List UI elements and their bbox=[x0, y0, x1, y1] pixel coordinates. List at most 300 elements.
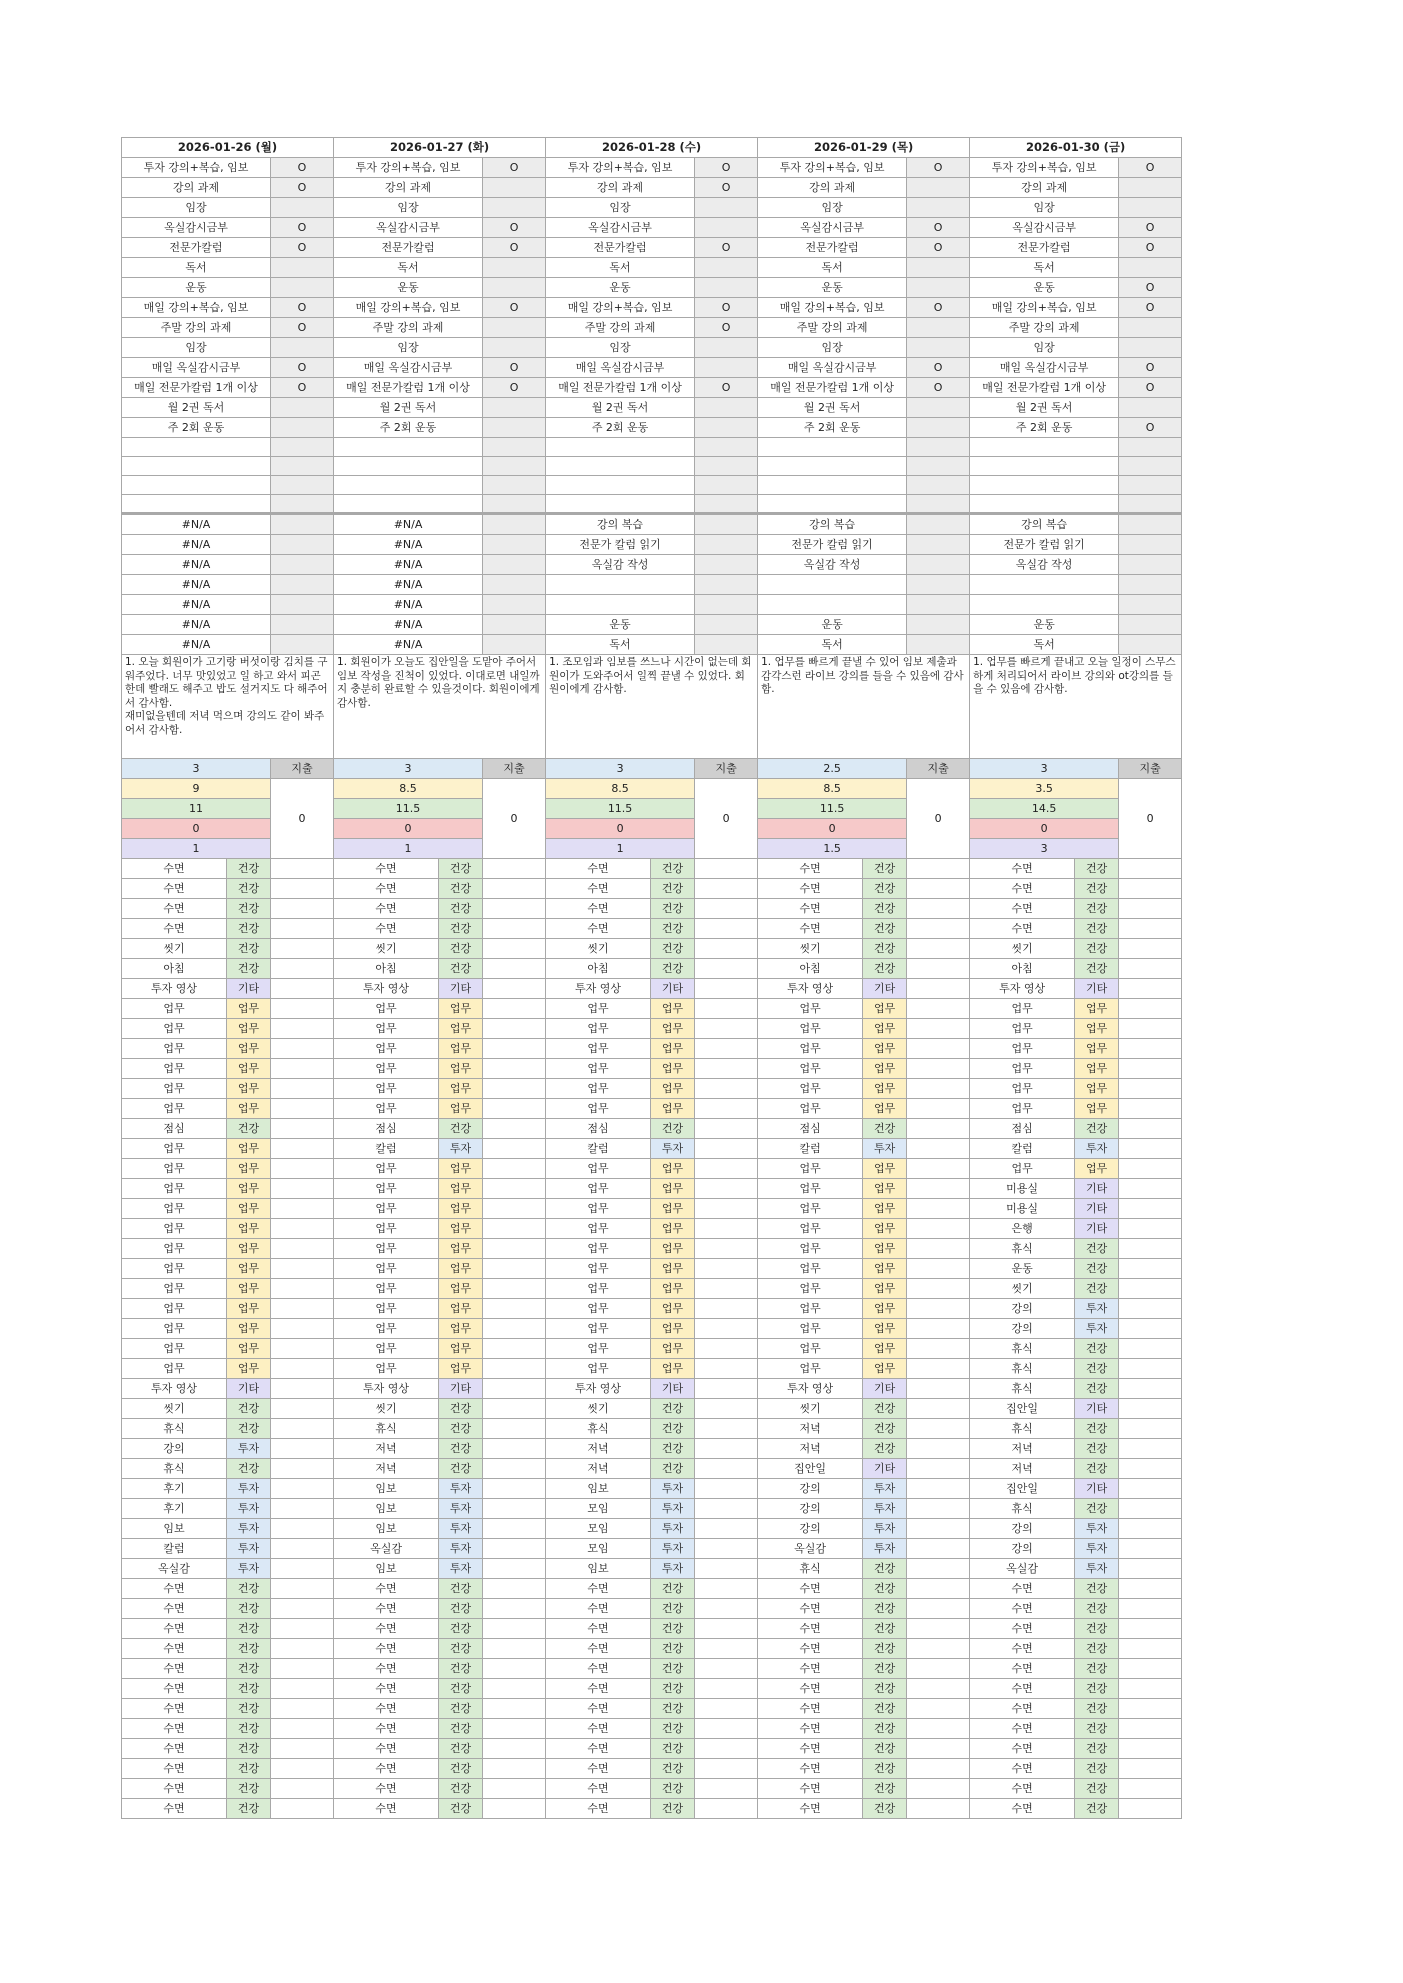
schedule-extra[interactable] bbox=[271, 1059, 334, 1079]
schedule-category[interactable]: 건강 bbox=[651, 919, 695, 939]
schedule-extra[interactable] bbox=[695, 1519, 758, 1539]
schedule-activity[interactable]: 수면 bbox=[546, 1679, 651, 1699]
checklist-mark[interactable] bbox=[1119, 198, 1182, 218]
plan-item[interactable]: #N/A bbox=[122, 514, 271, 535]
checklist-mark[interactable] bbox=[1119, 457, 1182, 476]
plan-mark[interactable] bbox=[483, 575, 546, 595]
schedule-category[interactable]: 업무 bbox=[227, 1239, 271, 1259]
schedule-extra[interactable] bbox=[695, 999, 758, 1019]
schedule-activity[interactable]: 임보 bbox=[546, 1479, 651, 1499]
plan-item[interactable] bbox=[546, 575, 695, 595]
schedule-activity[interactable]: 업무 bbox=[334, 999, 439, 1019]
schedule-category[interactable]: 건강 bbox=[651, 1739, 695, 1759]
schedule-category[interactable]: 건강 bbox=[1075, 1459, 1119, 1479]
schedule-activity[interactable]: 옥실감 bbox=[334, 1539, 439, 1559]
checklist-item[interactable]: 주말 강의 과제 bbox=[970, 318, 1119, 338]
checklist-item[interactable]: 주 2회 운동 bbox=[970, 418, 1119, 438]
plan-mark[interactable] bbox=[271, 615, 334, 635]
schedule-activity[interactable]: 강의 bbox=[970, 1299, 1075, 1319]
checklist-mark[interactable] bbox=[695, 495, 758, 514]
schedule-category[interactable]: 건강 bbox=[227, 1459, 271, 1479]
schedule-activity[interactable]: 업무 bbox=[122, 1259, 227, 1279]
schedule-category[interactable]: 건강 bbox=[651, 1699, 695, 1719]
schedule-activity[interactable]: 수면 bbox=[970, 1659, 1075, 1679]
stat-value-purple[interactable]: 1 bbox=[546, 839, 695, 859]
checklist-mark[interactable]: O bbox=[907, 298, 970, 318]
schedule-extra[interactable] bbox=[1119, 1179, 1182, 1199]
schedule-extra[interactable] bbox=[907, 859, 970, 879]
schedule-extra[interactable] bbox=[271, 1079, 334, 1099]
schedule-extra[interactable] bbox=[1119, 999, 1182, 1019]
schedule-activity[interactable]: 씻기 bbox=[970, 939, 1075, 959]
schedule-extra[interactable] bbox=[695, 1279, 758, 1299]
plan-item[interactable]: 강의 복습 bbox=[758, 514, 907, 535]
date-header[interactable]: 2026-01-28 (수) bbox=[546, 138, 758, 158]
plan-mark[interactable] bbox=[1119, 615, 1182, 635]
schedule-category[interactable]: 업무 bbox=[863, 1239, 907, 1259]
schedule-category[interactable]: 건강 bbox=[1075, 1359, 1119, 1379]
schedule-extra[interactable] bbox=[271, 1019, 334, 1039]
stat-value-red[interactable]: 0 bbox=[122, 819, 271, 839]
schedule-activity[interactable]: 수면 bbox=[758, 1699, 863, 1719]
schedule-category[interactable]: 투자 bbox=[227, 1519, 271, 1539]
schedule-category[interactable]: 업무 bbox=[439, 1039, 483, 1059]
schedule-extra[interactable] bbox=[483, 1539, 546, 1559]
schedule-activity[interactable]: 옥실감 bbox=[758, 1539, 863, 1559]
schedule-activity[interactable]: 수면 bbox=[334, 1679, 439, 1699]
schedule-activity[interactable]: 업무 bbox=[970, 1079, 1075, 1099]
schedule-extra[interactable] bbox=[695, 1559, 758, 1579]
schedule-extra[interactable] bbox=[271, 1519, 334, 1539]
schedule-extra[interactable] bbox=[271, 1039, 334, 1059]
schedule-category[interactable]: 건강 bbox=[227, 899, 271, 919]
schedule-category[interactable]: 업무 bbox=[863, 1319, 907, 1339]
schedule-extra[interactable] bbox=[1119, 1099, 1182, 1119]
plan-mark[interactable] bbox=[483, 595, 546, 615]
schedule-extra[interactable] bbox=[1119, 1679, 1182, 1699]
checklist-item[interactable] bbox=[546, 457, 695, 476]
checklist-mark[interactable] bbox=[907, 258, 970, 278]
schedule-extra[interactable] bbox=[907, 1579, 970, 1599]
schedule-category[interactable]: 건강 bbox=[439, 1659, 483, 1679]
checklist-item[interactable]: 전문가칼럼 bbox=[970, 238, 1119, 258]
schedule-extra[interactable] bbox=[271, 1359, 334, 1379]
checklist-item[interactable]: 전문가칼럼 bbox=[758, 238, 907, 258]
checklist-item[interactable] bbox=[334, 495, 483, 514]
schedule-extra[interactable] bbox=[271, 1459, 334, 1479]
schedule-extra[interactable] bbox=[1119, 1779, 1182, 1799]
schedule-category[interactable]: 투자 bbox=[863, 1499, 907, 1519]
schedule-extra[interactable] bbox=[271, 1479, 334, 1499]
schedule-extra[interactable] bbox=[483, 1239, 546, 1259]
checklist-item[interactable]: 운동 bbox=[334, 278, 483, 298]
schedule-extra[interactable] bbox=[695, 1659, 758, 1679]
schedule-category[interactable]: 업무 bbox=[439, 1299, 483, 1319]
schedule-activity[interactable]: 업무 bbox=[334, 1079, 439, 1099]
schedule-category[interactable]: 건강 bbox=[1075, 1239, 1119, 1259]
schedule-activity[interactable]: 강의 bbox=[758, 1479, 863, 1499]
schedule-extra[interactable] bbox=[1119, 1259, 1182, 1279]
schedule-category[interactable]: 건강 bbox=[863, 1619, 907, 1639]
schedule-activity[interactable]: 점심 bbox=[334, 1119, 439, 1139]
plan-mark[interactable] bbox=[907, 514, 970, 535]
schedule-category[interactable]: 투자 bbox=[1075, 1559, 1119, 1579]
schedule-extra[interactable] bbox=[483, 1439, 546, 1459]
plan-item[interactable]: #N/A bbox=[334, 535, 483, 555]
schedule-activity[interactable]: 업무 bbox=[546, 1159, 651, 1179]
schedule-activity[interactable]: 업무 bbox=[334, 1339, 439, 1359]
checklist-item[interactable]: 매일 강의+복습, 임보 bbox=[122, 298, 271, 318]
checklist-mark[interactable] bbox=[483, 258, 546, 278]
schedule-extra[interactable] bbox=[271, 1679, 334, 1699]
checklist-item[interactable]: 매일 전문가칼럼 1개 이상 bbox=[970, 378, 1119, 398]
schedule-category[interactable]: 업무 bbox=[439, 1239, 483, 1259]
schedule-extra[interactable] bbox=[271, 879, 334, 899]
schedule-activity[interactable]: 집안일 bbox=[758, 1459, 863, 1479]
schedule-activity[interactable]: 업무 bbox=[758, 1019, 863, 1039]
schedule-activity[interactable]: 업무 bbox=[546, 999, 651, 1019]
schedule-extra[interactable] bbox=[483, 1119, 546, 1139]
checklist-item[interactable]: 운동 bbox=[970, 278, 1119, 298]
schedule-activity[interactable]: 씻기 bbox=[546, 1399, 651, 1419]
schedule-category[interactable]: 건강 bbox=[439, 1699, 483, 1719]
gratitude-note[interactable]: 1. 업무를 빠르게 끝낼 수 있어 임보 제출과 감각스런 라이브 강의를 들을 수 있음에 감사함. bbox=[758, 655, 970, 759]
schedule-extra[interactable] bbox=[271, 859, 334, 879]
schedule-extra[interactable] bbox=[1119, 1339, 1182, 1359]
checklist-item[interactable] bbox=[970, 495, 1119, 514]
schedule-category[interactable]: 건강 bbox=[863, 1599, 907, 1619]
schedule-category[interactable]: 건강 bbox=[1075, 1499, 1119, 1519]
checklist-item[interactable]: 매일 옥실감시금부 bbox=[122, 358, 271, 378]
checklist-mark[interactable] bbox=[483, 457, 546, 476]
schedule-activity[interactable]: 후기 bbox=[122, 1499, 227, 1519]
schedule-extra[interactable] bbox=[1119, 1379, 1182, 1399]
schedule-activity[interactable]: 수면 bbox=[970, 919, 1075, 939]
schedule-activity[interactable]: 수면 bbox=[334, 879, 439, 899]
schedule-extra[interactable] bbox=[483, 1299, 546, 1319]
schedule-activity[interactable]: 수면 bbox=[546, 919, 651, 939]
schedule-activity[interactable]: 은행 bbox=[970, 1219, 1075, 1239]
schedule-extra[interactable] bbox=[695, 1579, 758, 1599]
schedule-category[interactable]: 업무 bbox=[227, 1159, 271, 1179]
schedule-activity[interactable]: 수면 bbox=[758, 1779, 863, 1799]
checklist-item[interactable]: 독서 bbox=[122, 258, 271, 278]
schedule-extra[interactable] bbox=[271, 1219, 334, 1239]
schedule-activity[interactable]: 수면 bbox=[122, 1579, 227, 1599]
checklist-item[interactable] bbox=[758, 457, 907, 476]
checklist-mark[interactable]: O bbox=[271, 178, 334, 198]
schedule-activity[interactable]: 수면 bbox=[122, 1679, 227, 1699]
checklist-mark[interactable] bbox=[483, 418, 546, 438]
schedule-extra[interactable] bbox=[907, 1399, 970, 1419]
checklist-mark[interactable]: O bbox=[271, 378, 334, 398]
checklist-mark[interactable]: O bbox=[483, 298, 546, 318]
checklist-mark[interactable] bbox=[907, 398, 970, 418]
checklist-item[interactable]: 임장 bbox=[758, 198, 907, 218]
stat-value-green[interactable]: 14.5 bbox=[970, 799, 1119, 819]
schedule-extra[interactable] bbox=[695, 939, 758, 959]
checklist-mark[interactable] bbox=[271, 338, 334, 358]
schedule-category[interactable]: 투자 bbox=[651, 1139, 695, 1159]
schedule-activity[interactable]: 수면 bbox=[970, 1719, 1075, 1739]
plan-item[interactable]: 전문가 칼럼 읽기 bbox=[758, 535, 907, 555]
plan-mark[interactable] bbox=[695, 514, 758, 535]
schedule-extra[interactable] bbox=[271, 1339, 334, 1359]
schedule-extra[interactable] bbox=[271, 1659, 334, 1679]
schedule-category[interactable]: 건강 bbox=[439, 1759, 483, 1779]
schedule-category[interactable]: 업무 bbox=[439, 1079, 483, 1099]
checklist-item[interactable]: 강의 과제 bbox=[122, 178, 271, 198]
checklist-mark[interactable]: O bbox=[695, 318, 758, 338]
schedule-extra[interactable] bbox=[271, 1279, 334, 1299]
schedule-activity[interactable]: 업무 bbox=[758, 1219, 863, 1239]
schedule-activity[interactable]: 수면 bbox=[334, 1699, 439, 1719]
schedule-activity[interactable]: 휴식 bbox=[122, 1419, 227, 1439]
schedule-extra[interactable] bbox=[695, 1619, 758, 1639]
schedule-activity[interactable]: 업무 bbox=[546, 1239, 651, 1259]
schedule-activity[interactable]: 수면 bbox=[122, 1619, 227, 1639]
schedule-category[interactable]: 건강 bbox=[863, 1799, 907, 1819]
schedule-category[interactable]: 업무 bbox=[1075, 999, 1119, 1019]
expense-value[interactable]: 0 bbox=[907, 779, 970, 859]
schedule-activity[interactable]: 수면 bbox=[122, 879, 227, 899]
schedule-category[interactable]: 투자 bbox=[1075, 1519, 1119, 1539]
schedule-category[interactable]: 건강 bbox=[439, 859, 483, 879]
schedule-category[interactable]: 기타 bbox=[1075, 1399, 1119, 1419]
checklist-item[interactable]: 주 2회 운동 bbox=[122, 418, 271, 438]
schedule-category[interactable]: 업무 bbox=[439, 1319, 483, 1339]
schedule-activity[interactable]: 휴식 bbox=[758, 1559, 863, 1579]
checklist-mark[interactable] bbox=[695, 476, 758, 495]
schedule-activity[interactable]: 업무 bbox=[546, 1339, 651, 1359]
schedule-category[interactable]: 건강 bbox=[651, 1679, 695, 1699]
schedule-category[interactable]: 건강 bbox=[1075, 1719, 1119, 1739]
schedule-category[interactable]: 투자 bbox=[439, 1499, 483, 1519]
schedule-extra[interactable] bbox=[695, 1239, 758, 1259]
schedule-category[interactable]: 기타 bbox=[439, 1379, 483, 1399]
schedule-category[interactable]: 건강 bbox=[227, 919, 271, 939]
checklist-mark[interactable]: O bbox=[483, 158, 546, 178]
schedule-category[interactable]: 건강 bbox=[863, 959, 907, 979]
stat-value-green[interactable]: 11 bbox=[122, 799, 271, 819]
schedule-category[interactable]: 건강 bbox=[651, 1719, 695, 1739]
schedule-extra[interactable] bbox=[907, 1299, 970, 1319]
schedule-activity[interactable]: 아침 bbox=[970, 959, 1075, 979]
plan-mark[interactable] bbox=[1119, 535, 1182, 555]
schedule-activity[interactable]: 아침 bbox=[122, 959, 227, 979]
checklist-item[interactable] bbox=[122, 476, 271, 495]
schedule-activity[interactable]: 업무 bbox=[970, 1039, 1075, 1059]
checklist-mark[interactable]: O bbox=[695, 178, 758, 198]
checklist-mark[interactable] bbox=[1119, 476, 1182, 495]
schedule-category[interactable]: 건강 bbox=[439, 1459, 483, 1479]
schedule-category[interactable]: 건강 bbox=[863, 1439, 907, 1459]
schedule-extra[interactable] bbox=[271, 959, 334, 979]
stat-value-red[interactable]: 0 bbox=[758, 819, 907, 839]
schedule-extra[interactable] bbox=[907, 1019, 970, 1039]
checklist-item[interactable] bbox=[334, 457, 483, 476]
schedule-activity[interactable]: 씻기 bbox=[758, 939, 863, 959]
schedule-extra[interactable] bbox=[907, 1099, 970, 1119]
schedule-activity[interactable]: 업무 bbox=[334, 1059, 439, 1079]
schedule-category[interactable]: 건강 bbox=[1075, 1419, 1119, 1439]
schedule-activity[interactable]: 강의 bbox=[122, 1439, 227, 1459]
schedule-activity[interactable]: 업무 bbox=[546, 1019, 651, 1039]
schedule-activity[interactable]: 수면 bbox=[758, 1679, 863, 1699]
schedule-activity[interactable]: 수면 bbox=[758, 899, 863, 919]
schedule-extra[interactable] bbox=[483, 1399, 546, 1419]
checklist-mark[interactable] bbox=[907, 178, 970, 198]
checklist-item[interactable] bbox=[758, 476, 907, 495]
expense-value[interactable]: 0 bbox=[695, 779, 758, 859]
schedule-activity[interactable]: 칼럼 bbox=[970, 1139, 1075, 1159]
schedule-extra[interactable] bbox=[1119, 1639, 1182, 1659]
schedule-extra[interactable] bbox=[907, 1119, 970, 1139]
schedule-category[interactable]: 건강 bbox=[227, 1739, 271, 1759]
schedule-category[interactable]: 투자 bbox=[439, 1479, 483, 1499]
expense-value[interactable]: 0 bbox=[271, 779, 334, 859]
schedule-extra[interactable] bbox=[907, 1759, 970, 1779]
schedule-category[interactable]: 업무 bbox=[227, 1339, 271, 1359]
schedule-extra[interactable] bbox=[695, 919, 758, 939]
checklist-mark[interactable]: O bbox=[483, 238, 546, 258]
expense-value[interactable]: 0 bbox=[1119, 779, 1182, 859]
checklist-mark[interactable] bbox=[695, 198, 758, 218]
schedule-category[interactable]: 투자 bbox=[651, 1499, 695, 1519]
schedule-category[interactable]: 투자 bbox=[227, 1479, 271, 1499]
schedule-category[interactable]: 업무 bbox=[651, 1079, 695, 1099]
schedule-activity[interactable]: 씻기 bbox=[334, 1399, 439, 1419]
plan-item[interactable]: 옥실감 작성 bbox=[758, 555, 907, 575]
schedule-extra[interactable] bbox=[483, 1719, 546, 1739]
plan-item[interactable]: #N/A bbox=[334, 615, 483, 635]
schedule-activity[interactable]: 업무 bbox=[122, 1079, 227, 1099]
schedule-category[interactable]: 기타 bbox=[1075, 1219, 1119, 1239]
schedule-category[interactable]: 건강 bbox=[863, 1419, 907, 1439]
checklist-item[interactable]: 임장 bbox=[122, 338, 271, 358]
stat-value-blue[interactable]: 3 bbox=[334, 759, 483, 779]
schedule-extra[interactable] bbox=[695, 1199, 758, 1219]
plan-mark[interactable] bbox=[695, 555, 758, 575]
schedule-category[interactable]: 건강 bbox=[1075, 1439, 1119, 1459]
schedule-category[interactable]: 건강 bbox=[651, 1599, 695, 1619]
schedule-category[interactable]: 투자 bbox=[651, 1559, 695, 1579]
schedule-extra[interactable] bbox=[907, 1079, 970, 1099]
checklist-item[interactable]: 임장 bbox=[758, 338, 907, 358]
schedule-extra[interactable] bbox=[483, 1499, 546, 1519]
schedule-extra[interactable] bbox=[907, 919, 970, 939]
date-header[interactable]: 2026-01-29 (목) bbox=[758, 138, 970, 158]
schedule-extra[interactable] bbox=[271, 1159, 334, 1179]
schedule-activity[interactable]: 휴식 bbox=[122, 1459, 227, 1479]
schedule-activity[interactable]: 휴식 bbox=[546, 1419, 651, 1439]
checklist-item[interactable] bbox=[758, 438, 907, 457]
schedule-activity[interactable]: 수면 bbox=[334, 899, 439, 919]
schedule-activity[interactable]: 투자 영상 bbox=[758, 1379, 863, 1399]
schedule-activity[interactable]: 강의 bbox=[758, 1519, 863, 1539]
schedule-category[interactable]: 업무 bbox=[651, 1299, 695, 1319]
schedule-activity[interactable]: 수면 bbox=[970, 1759, 1075, 1779]
schedule-extra[interactable] bbox=[907, 1739, 970, 1759]
checklist-mark[interactable] bbox=[483, 438, 546, 457]
schedule-category[interactable]: 투자 bbox=[863, 1539, 907, 1559]
schedule-category[interactable]: 업무 bbox=[863, 1219, 907, 1239]
checklist-item[interactable]: 매일 강의+복습, 임보 bbox=[970, 298, 1119, 318]
schedule-activity[interactable]: 저녁 bbox=[758, 1439, 863, 1459]
schedule-activity[interactable]: 수면 bbox=[122, 1799, 227, 1819]
schedule-extra[interactable] bbox=[695, 1119, 758, 1139]
schedule-activity[interactable]: 업무 bbox=[970, 1159, 1075, 1179]
date-header[interactable]: 2026-01-26 (월) bbox=[122, 138, 334, 158]
schedule-extra[interactable] bbox=[907, 1419, 970, 1439]
schedule-category[interactable]: 건강 bbox=[227, 1659, 271, 1679]
schedule-category[interactable]: 투자 bbox=[1075, 1539, 1119, 1559]
schedule-extra[interactable] bbox=[695, 1179, 758, 1199]
schedule-activity[interactable]: 수면 bbox=[334, 1719, 439, 1739]
schedule-activity[interactable]: 수면 bbox=[334, 1639, 439, 1659]
checklist-mark[interactable]: O bbox=[1119, 158, 1182, 178]
schedule-activity[interactable]: 업무 bbox=[546, 1299, 651, 1319]
schedule-extra[interactable] bbox=[1119, 1119, 1182, 1139]
schedule-extra[interactable] bbox=[1119, 1279, 1182, 1299]
schedule-activity[interactable]: 수면 bbox=[758, 1639, 863, 1659]
schedule-extra[interactable] bbox=[483, 1779, 546, 1799]
schedule-category[interactable]: 투자 bbox=[227, 1539, 271, 1559]
schedule-extra[interactable] bbox=[271, 1579, 334, 1599]
schedule-activity[interactable]: 업무 bbox=[758, 1299, 863, 1319]
schedule-activity[interactable]: 투자 영상 bbox=[546, 1379, 651, 1399]
schedule-activity[interactable]: 업무 bbox=[970, 999, 1075, 1019]
schedule-category[interactable]: 업무 bbox=[227, 1199, 271, 1219]
schedule-category[interactable]: 업무 bbox=[651, 1019, 695, 1039]
schedule-activity[interactable]: 수면 bbox=[546, 1659, 651, 1679]
checklist-mark[interactable] bbox=[695, 258, 758, 278]
schedule-activity[interactable]: 투자 영상 bbox=[122, 1379, 227, 1399]
schedule-activity[interactable]: 수면 bbox=[334, 1759, 439, 1779]
plan-item[interactable] bbox=[546, 595, 695, 615]
checklist-mark[interactable]: O bbox=[695, 238, 758, 258]
schedule-activity[interactable]: 저녁 bbox=[758, 1419, 863, 1439]
schedule-category[interactable]: 건강 bbox=[439, 1799, 483, 1819]
plan-item[interactable]: 전문가 칼럼 읽기 bbox=[970, 535, 1119, 555]
schedule-extra[interactable] bbox=[1119, 1759, 1182, 1779]
schedule-category[interactable]: 업무 bbox=[863, 1359, 907, 1379]
schedule-category[interactable]: 투자 bbox=[863, 1519, 907, 1539]
schedule-category[interactable]: 건강 bbox=[1075, 1759, 1119, 1779]
schedule-extra[interactable] bbox=[1119, 1499, 1182, 1519]
schedule-category[interactable]: 업무 bbox=[863, 1279, 907, 1299]
checklist-mark[interactable] bbox=[907, 438, 970, 457]
checklist-mark[interactable] bbox=[483, 398, 546, 418]
schedule-category[interactable]: 건강 bbox=[1075, 1339, 1119, 1359]
checklist-item[interactable]: 강의 과제 bbox=[758, 178, 907, 198]
schedule-activity[interactable]: 업무 bbox=[546, 1219, 651, 1239]
schedule-extra[interactable] bbox=[271, 1559, 334, 1579]
schedule-category[interactable]: 업무 bbox=[439, 1159, 483, 1179]
plan-item[interactable] bbox=[970, 595, 1119, 615]
schedule-activity[interactable]: 업무 bbox=[758, 1159, 863, 1179]
schedule-activity[interactable]: 수면 bbox=[758, 859, 863, 879]
schedule-activity[interactable]: 수면 bbox=[122, 859, 227, 879]
schedule-activity[interactable]: 업무 bbox=[758, 1099, 863, 1119]
schedule-category[interactable]: 업무 bbox=[439, 1019, 483, 1039]
schedule-activity[interactable]: 수면 bbox=[334, 1579, 439, 1599]
schedule-activity[interactable]: 수면 bbox=[970, 859, 1075, 879]
schedule-extra[interactable] bbox=[695, 1039, 758, 1059]
plan-mark[interactable] bbox=[695, 615, 758, 635]
schedule-extra[interactable] bbox=[483, 1199, 546, 1219]
schedule-category[interactable]: 건강 bbox=[227, 1639, 271, 1659]
